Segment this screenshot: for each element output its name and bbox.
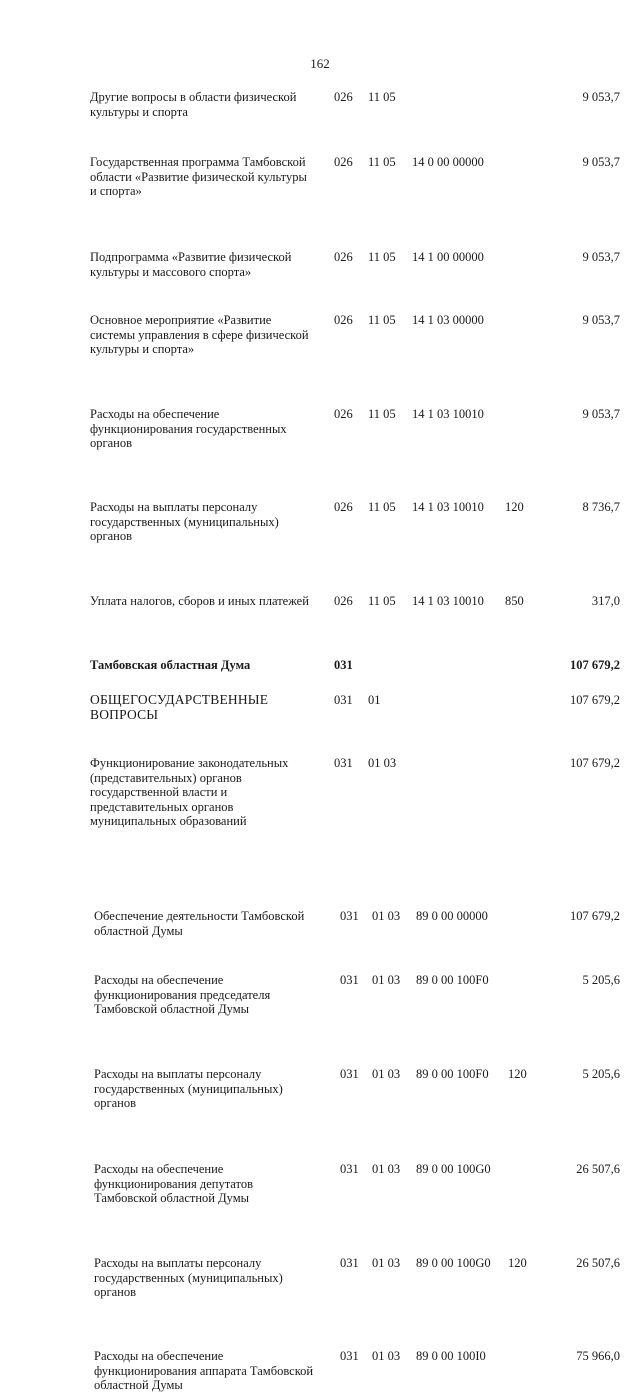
row-rz: 01: [368, 693, 381, 707]
row-sum: 9 053,7: [582, 407, 620, 421]
row-sum: 9 053,7: [582, 250, 620, 264]
row-sum: 26 507,6: [576, 1256, 620, 1270]
row-ved: 026: [334, 313, 353, 327]
row-sum: 26 507,6: [576, 1162, 620, 1176]
row-rz: 01 03: [372, 1162, 401, 1176]
row-ved: 031: [340, 909, 359, 923]
table-row: [0, 909, 640, 939]
row-ved: 026: [334, 250, 353, 264]
table-row: [0, 756, 640, 831]
row-ved: 031: [340, 1067, 359, 1081]
row-sum: 5 205,6: [582, 1067, 620, 1081]
row-name: Расходы на обеспечение функционирования депутатов Тамбовской областной Думы: [94, 1162, 253, 1205]
row-csr: 89 0 00 100G0: [416, 1256, 491, 1270]
row-rz: 11 05: [368, 500, 396, 514]
row-csr: 14 1 03 10010: [412, 407, 484, 421]
row-name: Расходы на обеспечение функционирования государственных органов: [90, 407, 287, 450]
row-name: Расходы на обеспечение функционирования председателя Тамбовской областной Думы: [94, 973, 271, 1016]
row-rz: 11 05: [368, 90, 396, 104]
row-ved: 031: [334, 756, 353, 770]
row-name: Обеспечение деятельности Тамбовской областной Думы: [94, 909, 305, 938]
table-row: [0, 313, 640, 358]
row-csr: 14 1 03 10010: [412, 500, 484, 514]
row-rz: 01 03: [368, 756, 397, 770]
row-rz: 01 03: [372, 1256, 401, 1270]
row-ved: 026: [334, 90, 353, 104]
budget-table: [0, 90, 640, 1392]
row-name: Другие вопросы в области физической культуры и спорта: [90, 90, 297, 119]
row-sum: 9 053,7: [582, 155, 620, 169]
row-ved: 031: [334, 658, 353, 672]
row-ved: 026: [334, 594, 353, 608]
table-row: [0, 407, 640, 452]
table-row: [0, 1256, 640, 1301]
row-name: Подпрограмма «Развитие физической культуры и массового спорта»: [90, 250, 292, 279]
row-vr: 120: [508, 1067, 527, 1081]
table-row: [0, 90, 640, 120]
row-csr: 89 0 00 100G0: [416, 1162, 491, 1176]
row-sum: 107 679,2: [570, 693, 620, 707]
row-rz: 11 05: [368, 594, 396, 608]
row-rz: 11 05: [368, 250, 396, 264]
table-row: [0, 973, 640, 1018]
row-sum: 8 736,7: [582, 500, 620, 514]
table-row: [0, 693, 640, 723]
page-number: 162: [310, 56, 330, 71]
row-csr: 14 1 03 00000: [412, 313, 484, 327]
row-name: Уплата налогов, сборов и иных платежей: [90, 594, 309, 608]
row-name: Расходы на выплаты персоналу государственных (муниципальных) органов: [94, 1067, 283, 1110]
row-vr: 850: [505, 594, 524, 608]
row-csr: 14 1 00 00000: [412, 250, 484, 264]
row-name: Расходы на выплаты персоналу государственных (муниципальных) органов: [94, 1256, 283, 1299]
row-csr: 89 0 00 100F0: [416, 973, 489, 987]
row-name: ОБЩЕГОСУДАРСТВЕННЫЕ ВОПРОСЫ: [90, 692, 269, 722]
table-row: [0, 1067, 640, 1112]
table-row: [0, 1349, 640, 1394]
row-name: Государственная программа Тамбовской области «Развитие физической культуры и спорта»: [90, 155, 307, 198]
row-name: Тамбовская областная Дума: [90, 658, 251, 672]
row-ved: 026: [334, 407, 353, 421]
table-row: [0, 1162, 640, 1207]
row-csr: 89 0 00 100I0: [416, 1349, 486, 1363]
row-ved: 031: [340, 1349, 359, 1363]
table-row: [0, 250, 640, 280]
row-rz: 01 03: [372, 1067, 401, 1081]
table-row: [0, 500, 640, 545]
row-rz: 01 03: [372, 909, 401, 923]
row-ved: 031: [334, 693, 353, 707]
row-ved: 026: [334, 500, 353, 514]
row-sum: 9 053,7: [582, 90, 620, 104]
table-row: [0, 155, 640, 200]
row-sum: 9 053,7: [582, 313, 620, 327]
table-row: [0, 594, 640, 624]
row-sum: 5 205,6: [582, 973, 620, 987]
row-rz: 01 03: [372, 1349, 401, 1363]
row-csr: 89 0 00 100F0: [416, 1067, 489, 1081]
row-sum: 317,0: [591, 594, 620, 608]
row-csr: 14 0 00 00000: [412, 155, 484, 169]
row-ved: 031: [340, 973, 359, 987]
row-rz: 11 05: [368, 407, 396, 421]
row-ved: 026: [334, 155, 353, 169]
row-vr: 120: [505, 500, 524, 514]
row-sum: 107 679,2: [570, 756, 620, 770]
row-rz: 11 05: [368, 155, 396, 169]
row-name: Функционирование законодательных (представительных) органов государственной власти и представительных органов муниципальных образований: [90, 756, 289, 828]
row-sum: 107 679,2: [570, 658, 620, 672]
row-rz: 11 05: [368, 313, 396, 327]
row-sum: 75 966,0: [576, 1349, 620, 1363]
row-ved: 031: [340, 1162, 359, 1176]
row-name: Расходы на обеспечение функционирования аппарата Тамбовской областной Думы: [94, 1349, 314, 1392]
row-csr: 14 1 03 10010: [412, 594, 484, 608]
row-csr: 89 0 00 00000: [416, 909, 488, 923]
table-row-section: [0, 658, 640, 674]
row-name: Расходы на выплаты персоналу государственных (муниципальных) органов: [90, 500, 279, 543]
row-name: Основное мероприятие «Развитие системы управления в сфере физической культуры и спорта»: [90, 313, 309, 356]
row-ved: 031: [340, 1256, 359, 1270]
row-rz: 01 03: [372, 973, 401, 987]
row-vr: 120: [508, 1256, 527, 1270]
row-sum: 107 679,2: [570, 909, 620, 923]
